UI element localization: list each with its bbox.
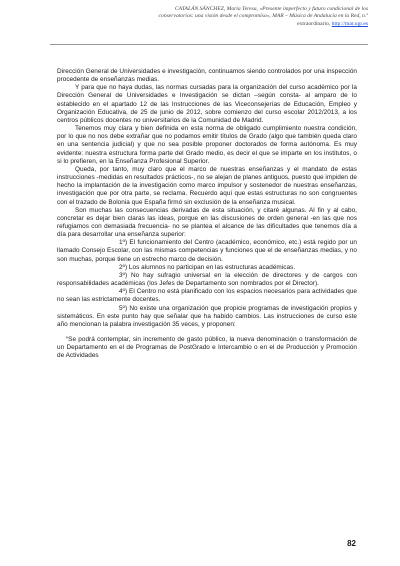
citation-header [68,6,368,28]
citation-line-3 [68,21,368,28]
list-item: 3º) No hay sufragio universal en la elección de directores y de cargos con responsabilidades académicas (los Jefes de Departamento son nombrados por el Director). [57,271,357,288]
list-item: 1º) El funcionamiento del Centro (académico, económico, etc.) está regido por un llamado Consejo Escolar, con las mismas competencias y funciones que el de enseñanzas medias, y no son muchas, porque tiene un estrecho marco de decisión. [57,239,357,263]
citation-line-2: conservatorios: una visión desde el compromiso», MAR – Música de Andalucía en la Red, n.º [158,13,368,20]
list-item: 4º) El Centro no está planificado con los espacios necesarios para actividades que no sean las estrictamente docentes. [57,288,357,304]
citation-line-1: CATALÁN SÁNCHEZ, María Teresa, «Presente imperfecto y futuro condicional de los [174,6,368,12]
paragraph: Y para que no haya dudas, las normas cursadas para la organización del curso académico por la Dirección General de Universidades e Investigación se dictan –según consta- al amparo de lo establecido en el apartado 12 de las Instrucciones de las Viceconsejerías de Educación, Empleo y Organización Educativa, de 25 de junio de 2012, sobre comienzo del curso escolar 2012/2013, a los centros públicos docentes no universitarios de la Comunidad de Madrid. [57,84,357,124]
journal-url-link[interactable]: http://mar.ugr.es [331,20,368,27]
paragraph: Dirección General de Universidades e investigación, continuamos siendo controlados por una inspección procedente de enseñanzas medias. [57,68,358,84]
paragraph: Queda, por tanto, muy claro que el marco de nuestras enseñanzas y el mandato de estas instrucciones -medidas en resultados prácticos-, no se alejan de planes antiguos, puesto que impiden de hecho la implantación de la investigación como marco impulsor y sostenedor de nuestras enseñanzas, investigación que por otra parte, se reclama. Recuerdo aquí que estas estructuras no son congruentes con el trazado de Bolonia que España firmó sin exclusión de la enseñanza musical. [57,165,357,206]
paragraph: Tenemos muy clara y bien definida en esta norma de obligado cumplimiento nuestra condición, por lo que no nos debe extrañar que no podamos emitir títulos de Grado (algo que también queda claro en una sentencia judicial) y que no sea posible proponer doctorados de forma autónoma. Es muy evidente: nuestra estructura forma parte del Grado medio, es decir el que se imparte en los institutos, o si lo prefieren, en la Enseñanza Profesional Superior. [57,125,357,165]
page-number: 82 [347,539,356,548]
header-divider [50,44,368,45]
citation-prefix: extraordinario, [297,20,332,27]
list-item: 2º) Los alumnos no participan en las estructuras académicas. [119,263,296,271]
paragraph: Son muchas las consecuencias derivadas de esta situación, y citaré algunas. Al fin y al cabo, concretar es dejar bien claras las ideas, porque en las discusiones de orden general -en las que nos refugiamos con demasiada frecuencia- no se plantea el alcance de las dificultades que tenemos día a día para desarrollar una enseñanza superior: [57,206,357,239]
block-quote: “Se podrá contemplar, sin incremento de gasto público, la nueva denominación o transformación de un Departamento en el de Programas de PostGrado e Intercambio o en el de Producción y Promoción de Actividades [57,336,357,360]
list-item: 5º) No existe una organización que propicie programas de investigación propios y sistemáticos. En este punto hay que señalar que ha habido cambios. Las instrucciones de curso este año mencionan la palabra investigación 35 veces, y proponen: [57,304,357,328]
article-body [57,68,357,360]
